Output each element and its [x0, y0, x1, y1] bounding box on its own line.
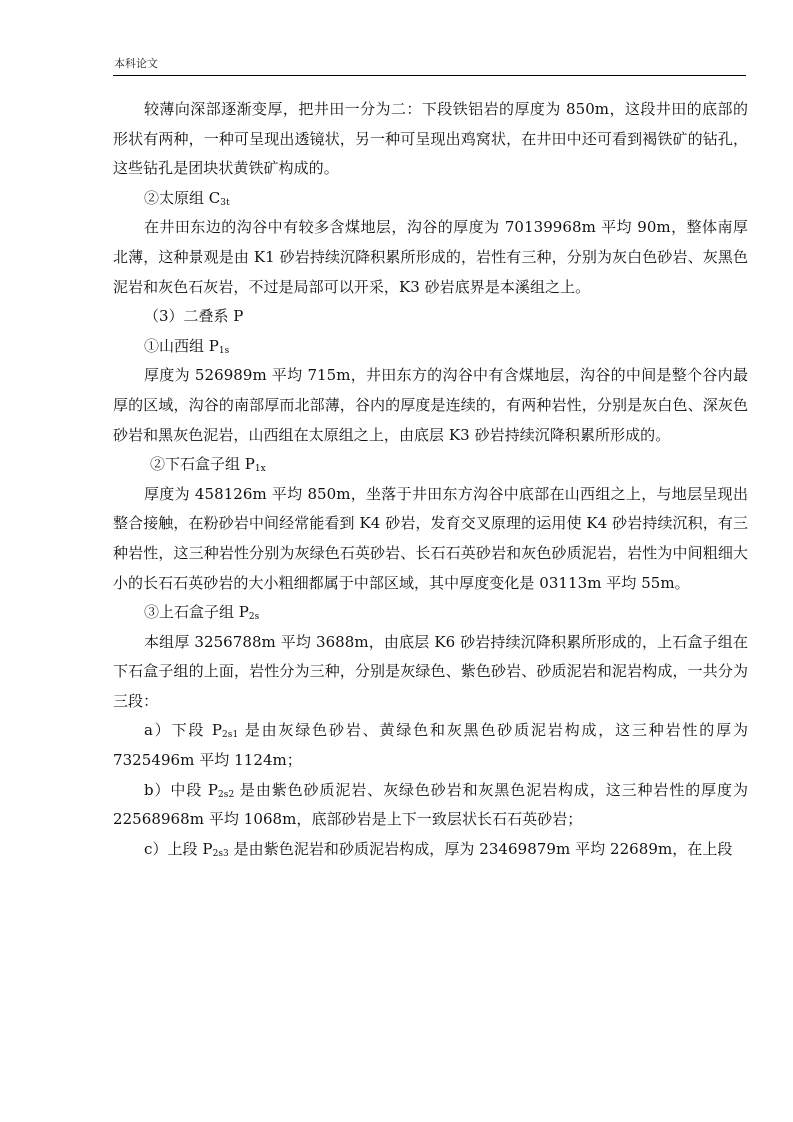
paragraph-taiyuan: 在井田东边的沟谷中有较多含煤地层，沟谷的厚度为 70139968m 平均 90m，整体南厚北薄，这种景观是由 K1 砂岩持续沉降积累所形成的，岩性有三种，分别为灰白色砂岩、灰黑色泥岩和灰色石灰岩，不过是局部可以开采，K3 砂岩底界是本溪组之上。 [113, 218, 748, 296]
header-title: 本科论文 [114, 57, 158, 70]
paragraph-upper-shihezi: 本组厚 3256788m 平均 3688m，由底层 K6 砂岩持续沉降积累所形成的，上石盒子组在下石盒子组的上面，岩性分为三种，分别是灰绿色、紫色砂岩、砂质泥岩和泥岩构成，一共分为三段： [113, 632, 748, 710]
paragraph-lower-segment: a）下段 $P_{2s1}$ 是由灰绿色砂岩、黄绿色和灰黑色砂质泥岩构成，这三种岩性的厚为 7325496m 平均 1124m； [113, 721, 748, 770]
heading-shanxi-formation: ①山西组 $P_{1s}$ [144, 336, 230, 356]
heading-permian: （3）二叠系 P [144, 307, 244, 326]
heading-lower-shihezi: ②下石盒子组 $P_{1x}$ [150, 455, 266, 475]
heading-taiyuan-formation: ②太原组 $C_{3t}$ [144, 188, 230, 208]
paragraph-upper-segment: c）上段 $P_{2s3}$ 是由紫色泥岩和砂质泥岩构成，厚为 23469879m 平均 22689m，在上段 [144, 839, 733, 859]
page-header [113, 49, 746, 76]
heading-upper-shihezi: ③上石盒子组 $P_{2s}$ [144, 603, 260, 623]
document-body [113, 95, 748, 864]
paragraph-middle-segment: b）中段 $P_{2s2}$ 是由紫色砂质泥岩、灰绿色砂岩和灰黑色泥岩构成，这三种岩性的厚度为 22568968m 平均 1068m，底部砂岩是上下一致层状长石石英砂岩； [113, 780, 748, 829]
paragraph-shanxi: 厚度为 526989m 平均 715m，井田东方的沟谷中有含煤地层，沟谷的中间是整个谷内最厚的区域，沟谷的南部厚而北部薄，谷内的厚度是连续的，有两种岩性，分别是灰白色、深灰色砂岩和黑灰色泥岩，山西组在太原组之上，由底层 K3 砂岩持续沉降积累所形成的。 [113, 366, 748, 444]
paragraph-bauxite: 较薄向深部逐渐变厚，把井田一分为二：下段铁铝岩的厚度为 850m，这段井田的底部的形状有两种，一种可呈现出透镜状，另一种可呈现出鸡窝状，在井田中还可看到褐铁矿的钻孔，这些钻孔是团块状黄铁矿构成的。 [113, 100, 748, 178]
paragraph-lower-shihezi: 厚度为 458126m 平均 850m，坐落于井田东方沟谷中底部在山西组之上，与地层呈现出整合接触，在粉砂岩中间经常能看到 K4 砂岩，发育交叉原理的运用使 K4 砂岩持续沉积，有三种岩性，这三种岩性分别为灰绿色石英砂岩、长石石英砂岩和灰色砂质泥岩，岩性为中间粗细大小的长石石英砂岩的大小粗细都属于中部区域，其中厚度变化是 03113m 平均 55m。 [113, 484, 748, 592]
